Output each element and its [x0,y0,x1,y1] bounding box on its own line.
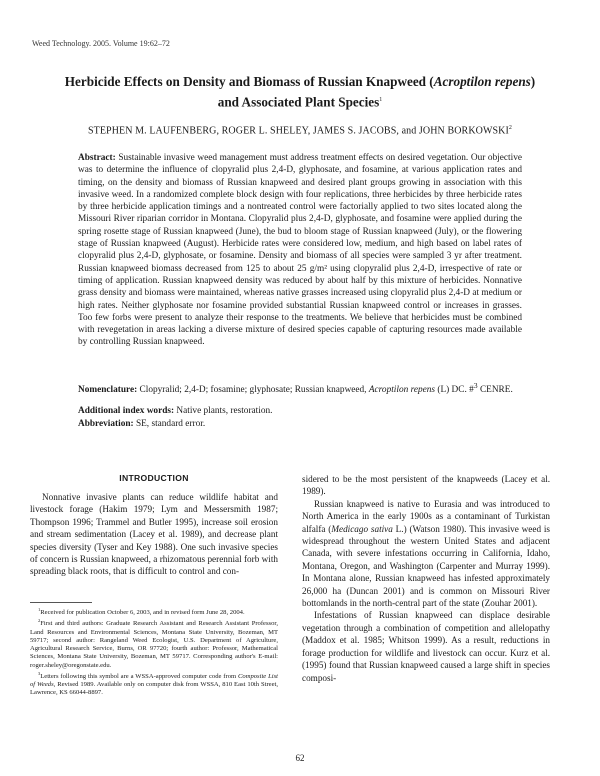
abstract-text: Sustainable invasive weed management must address treatment effects on desired vegetation. Our objective was to determine the influence of clopyralid plus 2,4-D, glyphosate, and fosamine, at various application rates and timing, on the density and biomass of Russian knapweed and desired plant groups growing in association with this invasive weed. In a randomized complete block design with four replications, three herbicides by three herbicide rates by three herbicide application timings and a nontreated control were factorially applied to two sites located along the Missouri River riparian corridor in Montana. Clopyralid plus 2,4-D, glyphosate, and fosamine were applied during the spring rosette stage of Russian knapweed (June), the bud to bloom stage of Russian knapweed (July), or the flowering stage of Russian knapweed (August). Herbicide rates were considered low, medium, and high based on label rates of clopyralid plus 2,4-D, glyphosate, or fosamine. Density and biomass of all species were sampled 3 yr after treatment. Russian knapweed biomass decreased from 125 to about 25 g/m² using clopyralid plus 2,4-D, irrespective of rate or timing of application. Russian knapweed density was reduced by about half by this mixture of herbicides. Nonnative grass density and biomass were maintained, whereas native grasses increased using clopyralid plus 2,4-D at medium or high rates. Neither glyphosate nor fosamine provided substantial Russian knapweed control or increases in grasses. Too few forbs were present to analyze their response to the treatments. We believe that herbicides must be combined with revegetation in areas lacking a diverse mixture of desired species capable of capturing resources made available by controlling Russian knapweed. [78,153,522,348]
additional-index-words-label: Additional index words: [78,406,175,416]
intro-paragraph-3: Infestations of Russian knapweed can displace desirable vegetation through a combination of competition and allelopathy (Maddox et al. 1985; Whitson 1999). As a result, reductions in forage production for wildlife and livestock can occur. Kurz et al. (1995) found that Russian knapweed caused a large shift in species composi- [302,610,550,683]
footnote-2-text: First and third authors: Graduate Research Assistant and Research Assistant Professor, Land Resources and Environmental Sciences, Montana State University, Bozeman, MT 59717; second author: Rangeland Weed Ecologist, U.S. Department of Agriculture, Agricultural Research Service, Burns, OR 97720; fourth author: Professor, Mathematical Sciences, Montana State University, Bozeman, MT 59717. Corresponding author's E-mail: roger.sheley@oregonstate.edu. [30,620,278,669]
nomenclature-text-c: CENRE. [477,385,513,396]
footnote-3-mark: 3 [38,670,41,676]
page-number: 62 [295,753,305,763]
nomenclature-sup: 3 [473,381,478,390]
author-footnote-mark: 2 [508,125,513,131]
author-list [30,125,570,136]
left-column [30,491,278,578]
footnote-3-text-a: Letters following this symbol are a WSSA-approved computer code from [40,672,238,680]
abbreviation [78,418,522,430]
footnote-1-mark: 1 [38,607,41,612]
additional-index-words [78,405,522,417]
footnote-2 [30,617,278,669]
intro-paragraph-2 [302,498,550,610]
footnote-3-text-b: , Revised 1989. Available only on computer disk from WSSA, 810 East 10th Street, Lawrence, KS 66044-8897. [30,681,278,697]
footnote-3-italic: Composite List of Weeds [30,672,278,689]
intro-paragraph-2-species: Medicago sativa [331,523,393,534]
footnote-rule [30,602,92,603]
title-footnote-mark: 1 [379,97,383,103]
nomenclature-text-a: Clopyralid; 2,4-D; fosamine; glyphosate; Russian knapweed, [137,385,369,396]
intro-paragraph-2-b: L.) (Watson 1980). This invasive weed is widespread throughout the western United States and adjacent Canada, with severe infestations occurring in California, Idaho, Montana, Oregon, and Washington (Carpenter and Murray 1999). In Montana alone, Russian knapweed has infested approximately 26,000 ha (Duncan 2001) and is common on Missouri River bottomlands in the north-central part of the state (Zouhar 2001). [302,523,550,609]
intro-paragraph-2-a: Russian knapweed is native to Eurasia and was introduced to North America in the early 1900s as a contaminant of Turkistan alfalfa ( [302,498,550,534]
article-title [30,73,570,111]
author-names: STEPHEN M. LAUFENBERG, ROGER L. SHELEY, JAMES S. JACOBS, and JOHN BORKOWSKI [87,125,509,137]
footnote-3 [30,670,278,698]
nomenclature-species: Acroptilon repens [368,385,436,396]
nomenclature-text-b: (L) DC. # [435,385,474,396]
nomenclature [78,380,522,396]
abbreviation-text: SE, standard error. [133,419,206,429]
journal-reference: Weed Technology. 2005. Volume 19:62–72 [32,39,170,48]
additional-index-words-text: Native plants, restoration. [174,406,273,416]
abstract-label: Abstract: [78,153,116,163]
right-column [302,473,550,684]
abstract [78,152,522,349]
abbreviation-label: Abbreviation: [78,419,134,429]
intro-paragraph-1: Nonnative invasive plants can reduce wildlife habitat and livestock forage (Hakim 1979; Lym and Messersmith 1987; Thompson 1996; Trammel and Butler 1995), increase soil erosion and stream sedimentation (Lacey et al. 1989), and decrease plant species diversity (Tyser and Key 1988). One such invasive species of concern is Russian knapweed, a rhizomatous perennial forb with spreading black roots, that is difficult to control and con- [30,492,278,577]
title-line1-a: Herbicide Effects on Density and Biomass of Russian Knapweed ( [64,74,434,89]
footnote-1-text: Received for publication October 6, 2003, and in revised form June 28, 2004. [40,609,245,617]
footnote-1 [30,606,278,617]
section-heading-introduction: INTRODUCTION [119,473,189,483]
intro-continuation: sidered to be the most persistent of the knapweeds (Lacey et al. 1989). [302,474,550,497]
title-species-name: Acroptilon repens [433,74,531,89]
title-line2: and Associated Plant Species [217,94,380,110]
footnote-2-mark: 2 [38,618,41,624]
nomenclature-label: Nomenclature: [78,385,138,396]
title-line1-b: ) [530,74,536,89]
footnotes [30,606,278,698]
